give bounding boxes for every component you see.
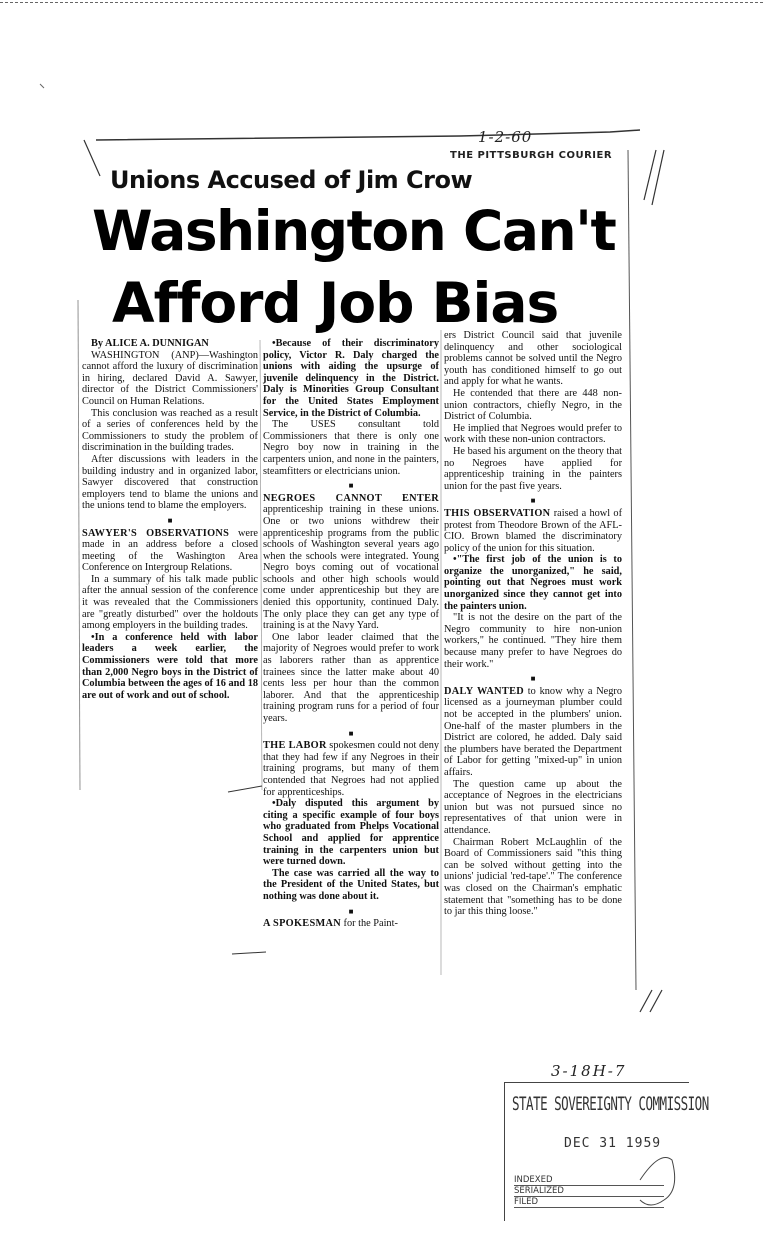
paragraph: He implied that Negroes would prefer to work with these non-union contractors. [444, 422, 622, 446]
handwritten-date: 1-2-60 [478, 128, 533, 146]
article-column-2 [263, 338, 439, 930]
paragraph-text: to know why a Negro licensed as a journeyman plumber could not be accepted in the plumbers' union. One-half of the master plumbers in the District are colored, he added. Daly said the plumbers have berated the Department of Labor for getting "mixed-up" in union affairs. [444, 685, 622, 778]
stamp-indexed: INDEXED [514, 1175, 664, 1186]
paragraph [82, 528, 258, 574]
paragraph: The question came up about the acceptance of Negroes in the electricians union but was not pursued since no representatives of that union were in attendance. [444, 778, 622, 836]
paragraph [263, 740, 439, 798]
kicker-headline: Unions Accused of Jim Crow [110, 166, 473, 194]
section-mark: ■ [167, 515, 173, 525]
clipping-top-edge [96, 130, 640, 140]
paragraph: "It is not the desire on the part of the Negro community to hire non-union workers," he continued. "They hire them because many prefer to have Negroes do their work." [444, 612, 622, 670]
paragraph: •Daly disputed this argument by citing a specific example of four boys who graduated from Phelps Vocational School and applied for apprentice training in the carpenters union but were turned down. [263, 798, 439, 868]
cut-line [232, 952, 266, 954]
section-mark: ■ [348, 481, 354, 491]
handwritten-file-number: 3-18H-7 [551, 1062, 627, 1080]
paragraph [444, 686, 622, 779]
scan-speck [40, 84, 44, 88]
byline: By ALICE A. DUNNIGAN [91, 338, 209, 349]
stamp-date: DEC 31 1959 [564, 1136, 662, 1151]
paragraph-text: for the Paint- [340, 918, 398, 930]
paragraph: •In a conference held with labor leaders a week earlier, the Commissioners were told that more than 2,000 Negro boys in the District of Columbia between the ages of 16 and 18 are out of work and out of school. [82, 631, 258, 701]
paragraph: WASHINGTON (ANP)—Washington cannot afford the luxury of discrimination in hiring, declared David A. Sawyer, director of the District Commissioners' Council on Human Relations. [82, 349, 258, 407]
paragraph [263, 918, 439, 930]
stamp-filed: FILED [514, 1197, 664, 1208]
paragraph: In a summary of his talk made public after the annual session of the conference it was revealed that the Commissioners are "greatly disturbed" over the holdouts among employers in the building trades. [82, 573, 258, 632]
section-mark: ■ [348, 906, 354, 916]
stamp-index-lines [514, 1175, 664, 1208]
paragraph: The case was carried all the way to the President of the United States, but nothing was done about it. [263, 867, 439, 902]
paragraph-text: apprenticeship training in these unions. One or two unions withdrew their apprenticeship programs from the public schools of Washington several years ago when the schools were integrated. Young Negro boys coming out of vocational schools and other high schools would come under apprenticeship but they are denied this opportunity, continued Daly. The only place they can get any type of training is at the Navy Yard. [263, 504, 439, 632]
paragraph-lead: THIS OBSERVATION [444, 507, 551, 519]
paragraph: After discussions with leaders in the building industry and in organized labor, Sawyer discovered that construction employers tend to blame the unions and the unions tend to blame the employers. [82, 453, 258, 512]
newspaper-name: THE PITTSBURGH COURIER [450, 150, 613, 161]
paragraph: Chairman Robert McLaughlin of the Board of Commissioners said "this thing can be solved without getting into the unions' judicial 'red-tape'." The conference was closed on the Chairman's emphatic statement that "something has to be done to jar this thing loose." [444, 836, 622, 918]
paragraph [444, 508, 622, 554]
paragraph: •"The first job of the union is to organize the unorganized," he said, pointing out that Negroes must work unorganized since they cannot get into the painters union. [444, 554, 622, 612]
paragraph: •Because of their discriminatory policy, Victor R. Daly charged the unions with aiding the upsurge of juvenile delinquency in the District. Daly is Minorities Group Consultant for the United States Employment Service, in the District of Columbia. [263, 338, 439, 419]
stamp-title: STATE SOVEREIGNTY COMMISSION [512, 1092, 709, 1115]
paragraph-text: raised a howl of protest from Theodore Brown of the AFL-CIO. Brown blamed the discriminatory policy of the union for this situation. [444, 507, 623, 554]
paragraph-lead: SAWYER'S OBSERVATIONS [82, 527, 230, 539]
paragraph-text: spokesmen could not deny that they had few if any Negroes in their training programs, but many of them contended that Negroes had not applied for apprenticeships. [263, 740, 439, 798]
clipping-left-edge [78, 300, 80, 790]
headline-line-2: Afford Job Bias [112, 271, 559, 335]
section-mark: ■ [348, 728, 354, 738]
paragraph: He contended that there are 448 non-union contractors, chiefly Negro, in the District of Columbia. [444, 387, 622, 423]
paragraph-lead: THE LABOR [263, 740, 327, 752]
paragraph: One labor leader claimed that the majority of Negroes would prefer to work as laborers rather than as apprentice trainees since the latter make about 40 cents less per hour than the common laborer. And that the apprenticeship training program runs for a period of four years. [263, 631, 439, 724]
section-mark: ■ [530, 674, 536, 684]
headline-line-1: Washington Can't [92, 199, 616, 263]
cut-line [228, 786, 262, 792]
stamp-serialized: SERIALIZED [514, 1186, 664, 1197]
article-column-1 [82, 338, 258, 701]
paragraph-text: were made in an address before a closed meeting of the Washington Area Conference on Intergroup Relations. [82, 527, 258, 574]
column-rule [260, 340, 262, 790]
paragraph [263, 493, 439, 632]
clipping-cut-mark [650, 990, 662, 1012]
paragraph-lead: NEGROES CANNOT ENTER [263, 492, 439, 504]
section-mark: ■ [530, 496, 536, 506]
paragraph: The USES consultant told Commissioners that there is only one Negro boy now in training in the carpenters union, and none in the painters, steamfitters or electricians union. [263, 419, 439, 477]
clipping-cut-mark [640, 990, 652, 1012]
clipping-right-edge [628, 150, 636, 990]
paragraph: ers District Council said that juvenile delinquency and other sociological problems cannot be solved until the Negro youth has conditioned himself to go out and apply for what he wants. [444, 330, 622, 388]
paragraph: This conclusion was reached as a result of a series of conferences held by the Commissioners to study the problem of discrimination in the building trades. [82, 407, 258, 454]
clipping-corner-mark [84, 140, 100, 176]
paragraph-lead: DALY WANTED [444, 685, 524, 697]
paragraph: He based his argument on the theory that no Negroes have applied for apprenticeship training in the painters union for the past five years. [444, 445, 622, 492]
paragraph-lead: A SPOKESMAN [263, 918, 341, 930]
article-column-3 [444, 330, 622, 918]
